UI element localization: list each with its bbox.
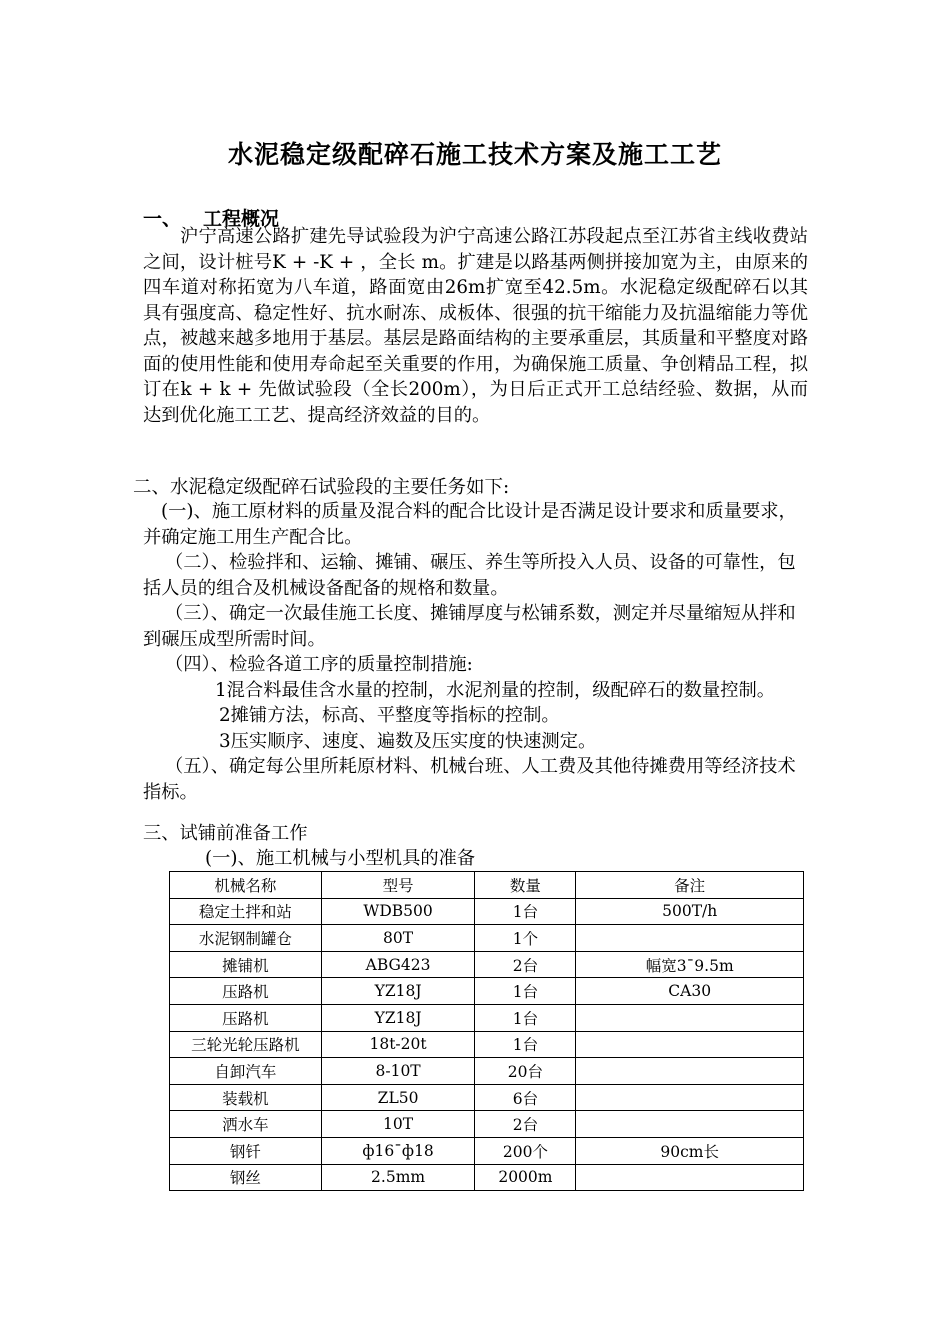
cell-machine-name: 水泥钢制罐仓 [170,925,322,952]
table-row [170,898,804,925]
cell-quantity: 6台 [475,1084,576,1111]
section-1-title: 工程概况 [203,208,280,230]
cell-model: 10T [321,1111,475,1138]
cell-remarks: 幅宽3¯9.5m [576,951,804,978]
cell-remarks [576,1164,804,1191]
table-row [170,1111,804,1138]
cell-model: 80T [321,925,475,952]
cell-machine-name: 洒水车 [170,1111,322,1138]
cell-quantity: 1个 [475,925,576,952]
task-item-3: （三）、确定一次最佳施工长度、摊铺厚度与松铺系数，测定并尽量缩短从拌和到碾压成型所需时间。 [143,603,796,650]
cell-machine-name: 三轮光轮压路机 [170,1031,322,1058]
machinery-table [169,871,804,1191]
cell-model: 8-10T [321,1058,475,1085]
table-row [170,925,804,952]
cell-model: 2.5mm [321,1164,475,1191]
task-item-4: （四）、检验各道工序的质量控制措施: [165,654,473,675]
cell-machine-name: 自卸汽车 [170,1058,322,1085]
section-2-heading: 二、水泥稳定级配碎石试验段的主要任务如下: [133,477,510,498]
table-row [170,1031,804,1058]
cell-machine-name: 压路机 [170,1004,322,1031]
cell-machine-name: 摊铺机 [170,951,322,978]
cell-quantity: 2台 [475,951,576,978]
cell-model: ZL50 [321,1084,475,1111]
table-row [170,1084,804,1111]
task-list [143,499,808,805]
task-subitem-2: 2摊铺方法，标高、平整度等指标的控制。 [219,705,560,726]
task-subitem-1: 1混合料最佳含水量的控制，水泥剂量的控制，级配碎石的数量控制。 [215,679,776,701]
cell-model: 18t-20t [321,1031,475,1058]
cell-quantity: 2台 [475,1111,576,1138]
cell-quantity: 2000m [475,1164,576,1191]
cell-quantity: 20台 [475,1058,576,1085]
task-subitem-3: 3压实顺序、速度、遍数及压实度的快速测定。 [219,730,597,752]
cell-remarks [576,1004,804,1031]
header-remarks: 备注 [576,872,804,899]
cell-model: YZ18J [321,1004,475,1031]
table-row [170,1004,804,1031]
document-title: 水泥稳定级配碎石施工技术方案及施工工艺 [227,140,722,169]
table-row [170,951,804,978]
cell-remarks: 500T/h [576,898,804,925]
cell-machine-name: 压路机 [170,978,322,1005]
cell-machine-name: 稳定土拌和站 [170,898,322,925]
header-machine-name: 机械名称 [170,872,322,899]
cell-quantity: 1台 [475,898,576,925]
section-3-heading: 三、试铺前准备工作 [143,823,308,844]
cell-machine-name: 装载机 [170,1084,322,1111]
cell-remarks [576,1058,804,1085]
table-row [170,978,804,1005]
header-quantity: 数量 [475,872,576,899]
cell-model: ф16¯ф18 [321,1137,475,1164]
task-item-1: (一)、施工原材料的质量及混合料的配合比设计是否满足设计要求和质量要求，并确定施工用生产配合比。 [143,501,797,548]
cell-quantity: 200个 [475,1137,576,1164]
project-overview-paragraph: 沪宁高速公路扩建先导试验段为沪宁高速公路江苏段起点至江苏省主线收费站之间，设计桩号K + -K + ，全长 m。扩建是以路基两侧拼接加宽为主，由原来的四车道对称拓宽为八车道，路面宽由26m扩宽至42.5m。水泥稳定级配碎石以其具有强度高、稳定性好、抗水耐冻、成板体、很强的抗干缩能力及抗温缩能力等优点，被越来越多地用于基层。基层是路面结构的主要承重层，其质量和平整度对路面的使用性能和使用寿命起至关重要的作用，为确保施工质量、争创精品工程，拟订在k + k + 先做试验段（全长200m），为日后正式开工总结经验、数据，从而达到优化施工工艺、提高经济效益的目的。 [143,226,808,426]
cell-machine-name: 钢丝 [170,1164,322,1191]
cell-remarks [576,1031,804,1058]
task-item-5: （五）、确定每公里所耗原材料、机械台班、人工费及其他待摊费用等经济技术指标。 [143,756,796,803]
cell-remarks [576,925,804,952]
cell-remarks [576,1111,804,1138]
table-row [170,1137,804,1164]
cell-remarks [576,1084,804,1111]
subsection-heading: (一)、施工机械与小型机具的准备 [205,848,476,869]
cell-model: WDB500 [321,898,475,925]
cell-quantity: 1台 [475,978,576,1005]
section-1-number: 一、 [143,208,182,230]
cell-remarks: 90cm长 [576,1137,804,1164]
table-header-row [170,872,804,899]
cell-quantity: 1台 [475,1004,576,1031]
table-row [170,1164,804,1191]
header-model: 型号 [321,872,475,899]
table-row [170,1058,804,1085]
cell-model: YZ18J [321,978,475,1005]
cell-quantity: 1台 [475,1031,576,1058]
cell-model: ABG423 [321,951,475,978]
cell-machine-name: 钢钎 [170,1137,322,1164]
task-item-2: （二）、检验拌和、运输、摊铺、碾压、养生等所投入人员、设备的可靠性，包括人员的组合及机械设备配备的规格和数量。 [143,552,796,599]
cell-remarks: CA30 [576,978,804,1005]
